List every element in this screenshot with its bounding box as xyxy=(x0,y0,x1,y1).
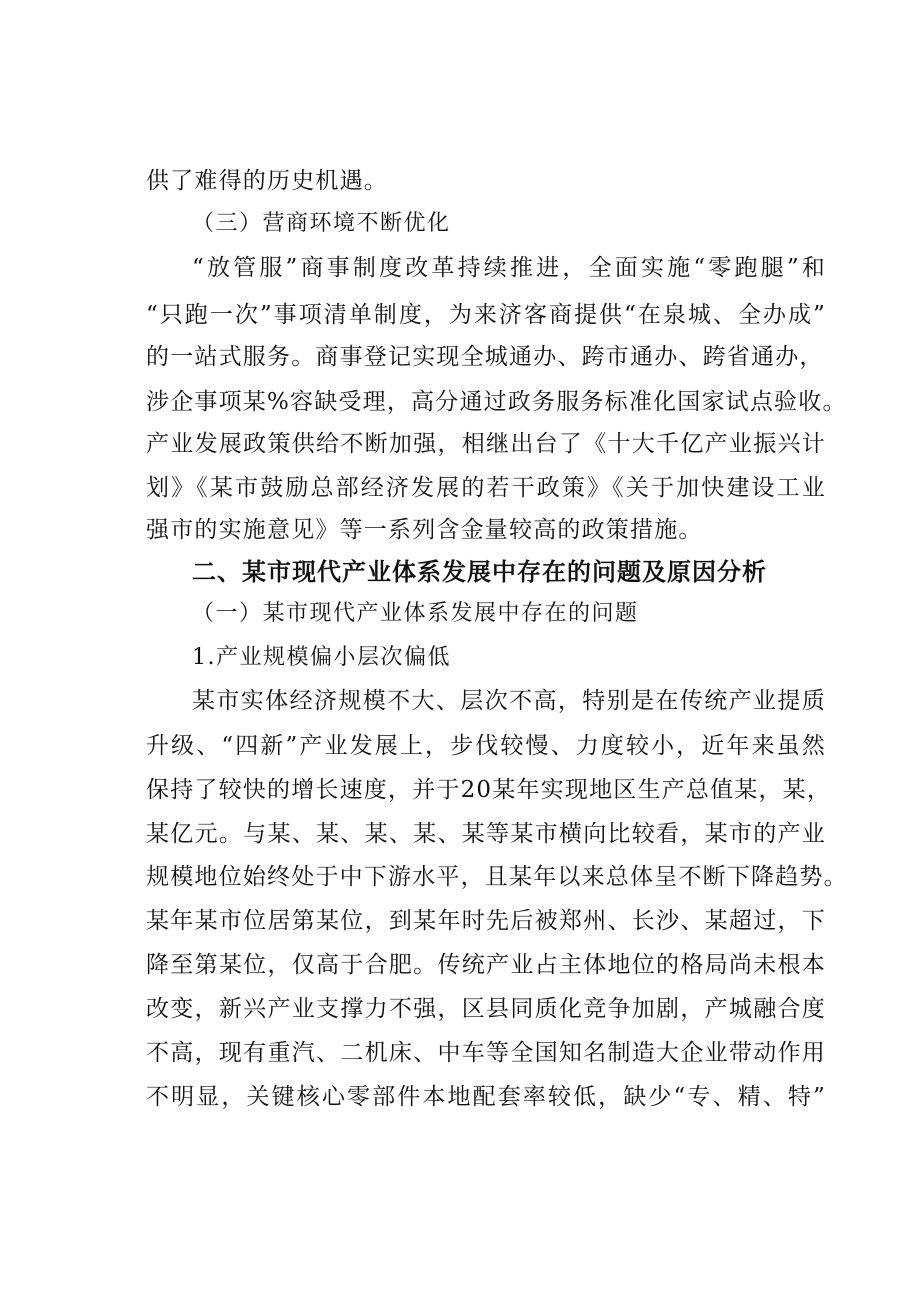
paragraph-line: 改变，新兴产业支撑力不强，区县同质化竞争加剧，产城融合度 xyxy=(146,996,826,1022)
paragraph-line: “只跑一次”事项清单制度，为来济客商提供“在泉城、全办成” xyxy=(146,302,826,328)
paragraph-line: “放管服”商事制度改革持续推进，全面实施“零跑腿”和 xyxy=(192,255,826,281)
paragraph-line: 产业发展政策供给不断加强，相继出台了《十大千亿产业振兴计 xyxy=(146,431,826,457)
paragraph-line: 不高，现有重汽、二机床、中车等全国知名制造大企业带动作用 xyxy=(146,1040,826,1066)
paragraph-line: 供了难得的历史机遇。 xyxy=(146,168,388,194)
paragraph-line: 某市实体经济规模不大、层次不高，特别是在传统产业提质 xyxy=(192,688,826,714)
paragraph-line: 升级、“四新”产业发展上，步伐较慢、力度较小，近年来虽然 xyxy=(146,733,826,759)
paragraph-line: 降至第某位，仅高于合肥。传统产业占主体地位的格局尚未根本 xyxy=(146,952,826,978)
item-heading: 1.产业规模偏小层次偏低 xyxy=(192,645,451,670)
paragraph-line: 划》《某市鼓励总部经济发展的若干政策》《关于加快建设工业 xyxy=(146,475,826,501)
paragraph-line: 保持了较快的增长速度，并于20某年实现地区生产总值某，某， xyxy=(146,777,832,803)
paragraph-line: 某年某市位居第某位，到某年时先后被郑州、长沙、某超过，下 xyxy=(146,908,826,934)
section-subheading: （一）某市现代产业体系发展中存在的问题 xyxy=(192,601,639,626)
paragraph-line: 涉企事项某%容缺受理，高分通过政务服务标准化国家试点验收。 xyxy=(146,389,847,415)
paragraph-line: 规模地位始终处于中下游水平，且某年以来总体呈不断下降趋势。 xyxy=(146,864,848,890)
paragraph-line: 强市的实施意见》等一系列含金量较高的政策措施。 xyxy=(146,517,703,543)
paragraph-line: 某亿元。与某、某、某、某、某等某市横向比较看，某市的产业 xyxy=(146,821,826,847)
paragraph-line: 的一站式服务。商事登记实现全城通办、跨市通办、跨省通办， xyxy=(146,344,824,370)
section-subheading: （三）营商环境不断优化 xyxy=(192,211,451,236)
paragraph-line: 不明显，关键核心零部件本地配套率较低，缺少“专、精、特” xyxy=(146,1084,826,1110)
section-heading: 二、某市现代产业体系发展中存在的问题及原因分析 xyxy=(192,558,767,586)
